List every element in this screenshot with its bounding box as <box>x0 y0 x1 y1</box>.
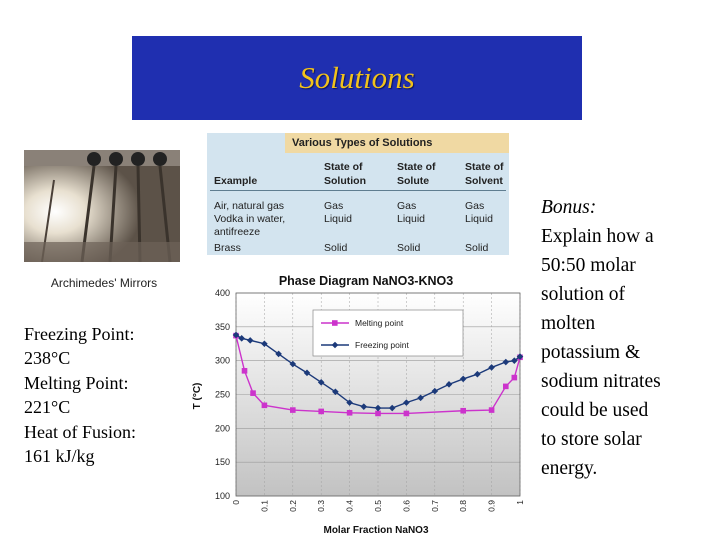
table-cell: Liquid <box>324 213 353 225</box>
legend-label: Melting point <box>355 318 404 328</box>
table-cell: Gas <box>465 200 485 212</box>
y-tick-label: 250 <box>214 389 230 400</box>
header-example: Example <box>214 175 258 187</box>
bonus-line: 50:50 molar <box>541 255 636 276</box>
x-tick-label: 0.7 <box>429 500 440 512</box>
bonus-line: to store solar <box>541 429 642 450</box>
table-cell: Air, natural gas <box>214 200 285 212</box>
photo-caption: Archimedes' Mirrors <box>50 276 158 290</box>
header-solute-b: Solute <box>397 175 430 187</box>
bonus-heading: Bonus: <box>541 197 597 218</box>
fact-line: Freezing Point: <box>24 324 135 344</box>
y-tick-label: 350 <box>214 321 230 332</box>
solutions-table <box>207 133 509 255</box>
fact-line: 161 kJ/kg <box>24 446 95 467</box>
title-bar <box>132 36 582 120</box>
slide-title: Solutions <box>299 60 415 95</box>
bonus-question <box>541 193 716 483</box>
table-cell: Vodka in water, <box>214 213 286 225</box>
mirrors-photo <box>24 150 180 262</box>
table-cell: Gas <box>324 200 344 212</box>
x-tick-label: 0.9 <box>486 500 497 512</box>
table-cell: Liquid <box>465 213 494 225</box>
bonus-line: solution of <box>541 284 625 305</box>
fact-line: Heat of Fusion: <box>24 421 136 442</box>
header-solvent-a: State of <box>465 161 504 173</box>
melting-point-marker <box>489 407 495 413</box>
bonus-line: energy. <box>541 458 598 479</box>
bonus-line: molten <box>541 313 596 334</box>
melting-point-marker <box>503 384 509 390</box>
bonus-line: potassium & <box>541 342 641 363</box>
melting-point-marker <box>242 368 248 374</box>
melting-point-marker <box>290 407 296 413</box>
header-solvent-b: Solvent <box>465 175 503 187</box>
x-tick-label: 1 <box>515 500 525 505</box>
y-tick-label: 200 <box>214 423 230 434</box>
y-tick-label: 300 <box>214 355 230 366</box>
melting-point-marker <box>318 409 324 415</box>
legend-marker <box>332 320 338 326</box>
header-solution-a: State of <box>324 161 363 173</box>
table-title: Various Types of Solutions <box>285 133 509 153</box>
melting-point-marker <box>262 403 268 409</box>
y-tick-label: 150 <box>214 457 230 468</box>
chart-title: Phase Diagram NaNO3-KNO3 <box>278 274 454 288</box>
melting-point-marker <box>512 375 518 381</box>
table-cell: Gas <box>397 200 417 212</box>
legend-label: Freezing point <box>355 340 409 350</box>
y-tick-label: 100 <box>214 491 230 501</box>
x-tick-label: 0.2 <box>287 500 298 512</box>
phase-diagram-chart <box>186 268 526 540</box>
bonus-line: could be used <box>541 400 649 421</box>
table-cell: Liquid <box>397 213 426 225</box>
x-tick-label: 0.8 <box>458 500 469 512</box>
table-cell: Solid <box>465 242 489 254</box>
melting-point-marker <box>404 411 410 417</box>
melting-point-marker <box>460 408 466 414</box>
y-axis-label: T (°C) <box>192 382 203 410</box>
table-cell: Solid <box>397 242 421 254</box>
x-tick-label: 0.5 <box>373 500 383 512</box>
table-cell: antifreeze <box>214 226 261 238</box>
x-axis-label: Molar Fraction NaNO3 <box>323 525 429 536</box>
melting-point-marker <box>375 411 381 417</box>
melting-facts <box>24 322 194 468</box>
x-tick-label: 0.3 <box>316 500 327 512</box>
bonus-line: Explain how a <box>541 226 654 247</box>
table-cell: Brass <box>214 242 241 254</box>
header-rule <box>210 190 506 191</box>
x-tick-label: 0.4 <box>344 500 355 512</box>
phase-diagram-svg <box>186 268 526 540</box>
x-tick-label: 0 <box>231 500 241 505</box>
x-tick-label: 0.1 <box>259 500 270 512</box>
header-solution-b: Solution <box>324 175 366 187</box>
fact-line: 221°C <box>24 397 71 418</box>
fact-line: 238°C <box>24 348 71 369</box>
melting-point-marker <box>347 410 353 416</box>
header-solute-a: State of <box>397 161 436 173</box>
bonus-line: sodium nitrates <box>541 371 661 392</box>
table-cell: Solid <box>324 242 348 254</box>
y-tick-label: 400 <box>214 288 230 298</box>
fact-line: Melting Point: <box>24 372 129 393</box>
x-tick-label: 0.6 <box>401 500 412 512</box>
melting-point-marker <box>250 390 256 396</box>
